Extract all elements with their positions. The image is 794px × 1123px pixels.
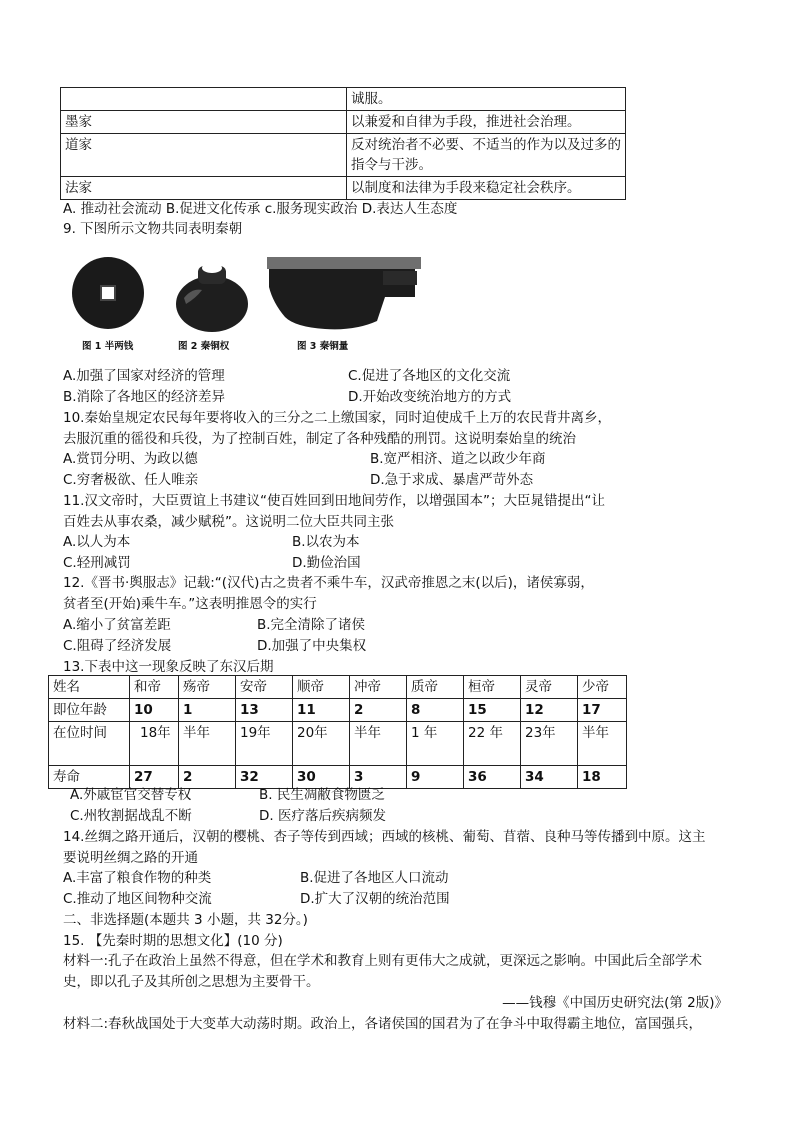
q12-option-a: A.缩小了贫富差距 bbox=[63, 617, 171, 633]
q12-stem-line1: 12.《晋书·舆服志》记载:“(汉代)古之贵者不乘牛车，汉武帝推恩之末(以后)，诸侯寡弱， bbox=[63, 575, 594, 591]
header-cell: 殇帝 bbox=[179, 676, 236, 699]
q15-title: 15. 【先秦时期的思想文化】(10 分) bbox=[63, 933, 283, 949]
q11-option-d: D.勤俭治国 bbox=[292, 555, 361, 571]
q8-options: A. 推动社会流动 B.促进文化传承 c.服务现实政治 D.表达人生态度 bbox=[63, 201, 458, 217]
q13-option-c: C.州牧割据战乱不断 bbox=[70, 808, 192, 824]
header-cell: 冲帝 bbox=[350, 676, 407, 699]
q11-option-a: A.以人为本 bbox=[63, 534, 131, 550]
idea-cell: 诚服。 bbox=[347, 88, 626, 111]
schools-table bbox=[60, 87, 626, 200]
fig3-caption: 图 3 秦铜量 bbox=[297, 341, 349, 352]
header-cell: 姓名 bbox=[49, 676, 130, 699]
q10-option-b: B.宽严相济、道之以政少年商 bbox=[370, 451, 546, 467]
life-cell: 30 bbox=[293, 766, 350, 789]
q10-stem-line1: 10.秦始皇规定农民每年要将收入的三分之二上缴国家，同时迫使成千上万的农民背井离乡， bbox=[63, 410, 611, 426]
measure-image bbox=[265, 257, 423, 337]
q12-option-d: D.加强了中央集权 bbox=[257, 638, 367, 654]
header-cell: 少帝 bbox=[578, 676, 627, 699]
reign-cell: 半年 bbox=[578, 722, 627, 766]
q15-material2-line1: 材料二:春秋战国处于大变革大动荡时期。政治上，各诸侯国的国君为了在争斗中取得霸主地位，富国强兵， bbox=[63, 1016, 703, 1032]
q11-option-b: B.以农为本 bbox=[292, 534, 360, 550]
q13-option-a: A.外戚宦官交替专权 bbox=[70, 787, 192, 803]
q11-stem-line2: 百姓去从事农桑，减少赋税”。这说明二位大臣共同主张 bbox=[63, 514, 394, 530]
section-heading: 二、非选择题(本题共 3 小题，共 32分。) bbox=[63, 912, 308, 928]
life-cell: 2 bbox=[179, 766, 236, 789]
weight-image bbox=[172, 258, 252, 336]
q14-option-c: C.推动了地区间物种交流 bbox=[63, 891, 212, 907]
life-cell: 34 bbox=[521, 766, 578, 789]
school-cell bbox=[61, 88, 347, 111]
row-label: 寿命 bbox=[49, 766, 130, 789]
life-cell: 9 bbox=[407, 766, 464, 789]
header-cell: 顺帝 bbox=[293, 676, 350, 699]
q14-option-b: B.促进了各地区人口流动 bbox=[300, 870, 449, 886]
q9-option-a: A.加强了国家对经济的管理 bbox=[63, 368, 225, 384]
fig2-caption: 图 2 秦铜权 bbox=[178, 341, 230, 352]
q9-option-c: C.促进了各地区的文化交流 bbox=[348, 368, 511, 384]
school-cell: 法家 bbox=[61, 177, 347, 200]
age-cell: 1 bbox=[179, 699, 236, 722]
age-cell: 17 bbox=[578, 699, 627, 722]
row-label: 在位时间 bbox=[49, 722, 130, 766]
age-cell: 12 bbox=[521, 699, 578, 722]
q10-stem-line2: 去服沉重的徭役和兵役，为了控制百姓，制定了各种残酷的刑罚。这说明秦始皇的统治 bbox=[63, 431, 576, 447]
reign-cell: 23年 bbox=[521, 722, 578, 766]
q10-option-c: C.穷奢极欲、任人唯亲 bbox=[63, 472, 199, 488]
q12-option-c: C.阻碍了经济发展 bbox=[63, 638, 172, 654]
reign-cell: 22 年 bbox=[464, 722, 521, 766]
q11-stem-line1: 11.汉文帝时，大臣贾谊上书建议“使百姓回到田地间劳作，以增强国本”；大臣晁错提出“让 bbox=[63, 493, 605, 509]
table-row bbox=[61, 88, 626, 111]
q9-option-b: B.消除了各地区的经济差异 bbox=[63, 389, 226, 405]
table-row bbox=[49, 699, 627, 722]
table-row bbox=[49, 722, 627, 766]
life-cell: 3 bbox=[350, 766, 407, 789]
reign-cell: 19年 bbox=[236, 722, 293, 766]
idea-cell: 以兼爱和自律为手段，推进社会治理。 bbox=[347, 111, 626, 134]
q14-stem-line1: 14.丝绸之路开通后，汉朝的樱桃、杏子等传到西域；西域的核桃、葡萄、苜蓿、良种马等传播到中原。这主 bbox=[63, 829, 706, 845]
life-cell: 27 bbox=[130, 766, 179, 789]
row-label: 即位年龄 bbox=[49, 699, 130, 722]
school-cell: 道家 bbox=[61, 134, 347, 177]
header-cell: 质帝 bbox=[407, 676, 464, 699]
age-cell: 2 bbox=[350, 699, 407, 722]
q13-option-d: D. 医疗落后疾病频发 bbox=[259, 808, 386, 824]
table-row bbox=[61, 111, 626, 134]
header-cell: 桓帝 bbox=[464, 676, 521, 699]
life-cell: 36 bbox=[464, 766, 521, 789]
q14-option-d: D.扩大了汉朝的统治范围 bbox=[300, 891, 450, 907]
age-cell: 10 bbox=[130, 699, 179, 722]
q11-option-c: C.轻刑减罚 bbox=[63, 555, 131, 571]
age-cell: 8 bbox=[407, 699, 464, 722]
idea-cell: 以制度和法律为手段来稳定社会秩序。 bbox=[347, 177, 626, 200]
q15-material1-line1: 材料一:孔子在政治上虽然不得意，但在学术和教育上则有更伟大之成就，更深远之影响。中国此后全部学术 bbox=[63, 953, 703, 969]
q13-option-b: B. 民生凋敝食物匮乏 bbox=[259, 787, 385, 803]
q10-option-d: D.急于求成、暴虐严苛外态 bbox=[370, 472, 534, 488]
header-cell: 安帝 bbox=[236, 676, 293, 699]
idea-cell: 反对统治者不必要、不适当的作为以及过多的指令与干涉。 bbox=[347, 134, 626, 177]
header-cell: 和帝 bbox=[130, 676, 179, 699]
age-cell: 15 bbox=[464, 699, 521, 722]
q9-option-d: D.开始改变统治地方的方式 bbox=[348, 389, 512, 405]
reign-cell: 20年 bbox=[293, 722, 350, 766]
q15-source: ——钱穆《中国历史研究法(第 2版)》 bbox=[502, 995, 728, 1011]
table-row bbox=[61, 134, 626, 177]
age-cell: 13 bbox=[236, 699, 293, 722]
reign-cell: 18年 bbox=[130, 722, 179, 766]
q12-option-b: B.完全清除了诸侯 bbox=[257, 617, 366, 633]
q10-option-a: A.赏罚分明、为政以德 bbox=[63, 451, 198, 467]
header-cell: 灵帝 bbox=[521, 676, 578, 699]
fig1-caption: 图 1 半两钱 bbox=[82, 341, 134, 352]
school-cell: 墨家 bbox=[61, 111, 347, 134]
q12-stem-line2: 贫者至(开始)乘牛车。”这表明推恩令的实行 bbox=[63, 596, 317, 612]
q15-material1-line2: 史，即以孔子及其所创之思想为主要骨干。 bbox=[63, 974, 320, 990]
q14-option-a: A.丰富了粮食作物的种类 bbox=[63, 870, 212, 886]
life-cell: 18 bbox=[578, 766, 627, 789]
q14-stem-line2: 要说明丝绸之路的开通 bbox=[63, 850, 198, 866]
reign-cell: 半年 bbox=[350, 722, 407, 766]
coin-image bbox=[70, 255, 150, 335]
reign-cell: 半年 bbox=[179, 722, 236, 766]
age-cell: 11 bbox=[293, 699, 350, 722]
emperors-table bbox=[48, 675, 627, 789]
table-row bbox=[49, 676, 627, 699]
life-cell: 32 bbox=[236, 766, 293, 789]
reign-cell: 1 年 bbox=[407, 722, 464, 766]
q9-stem: 9. 下图所示文物共同表明秦朝 bbox=[63, 221, 243, 237]
q13-stem: 13.下表中这一现象反映了东汉后期 bbox=[63, 659, 274, 675]
